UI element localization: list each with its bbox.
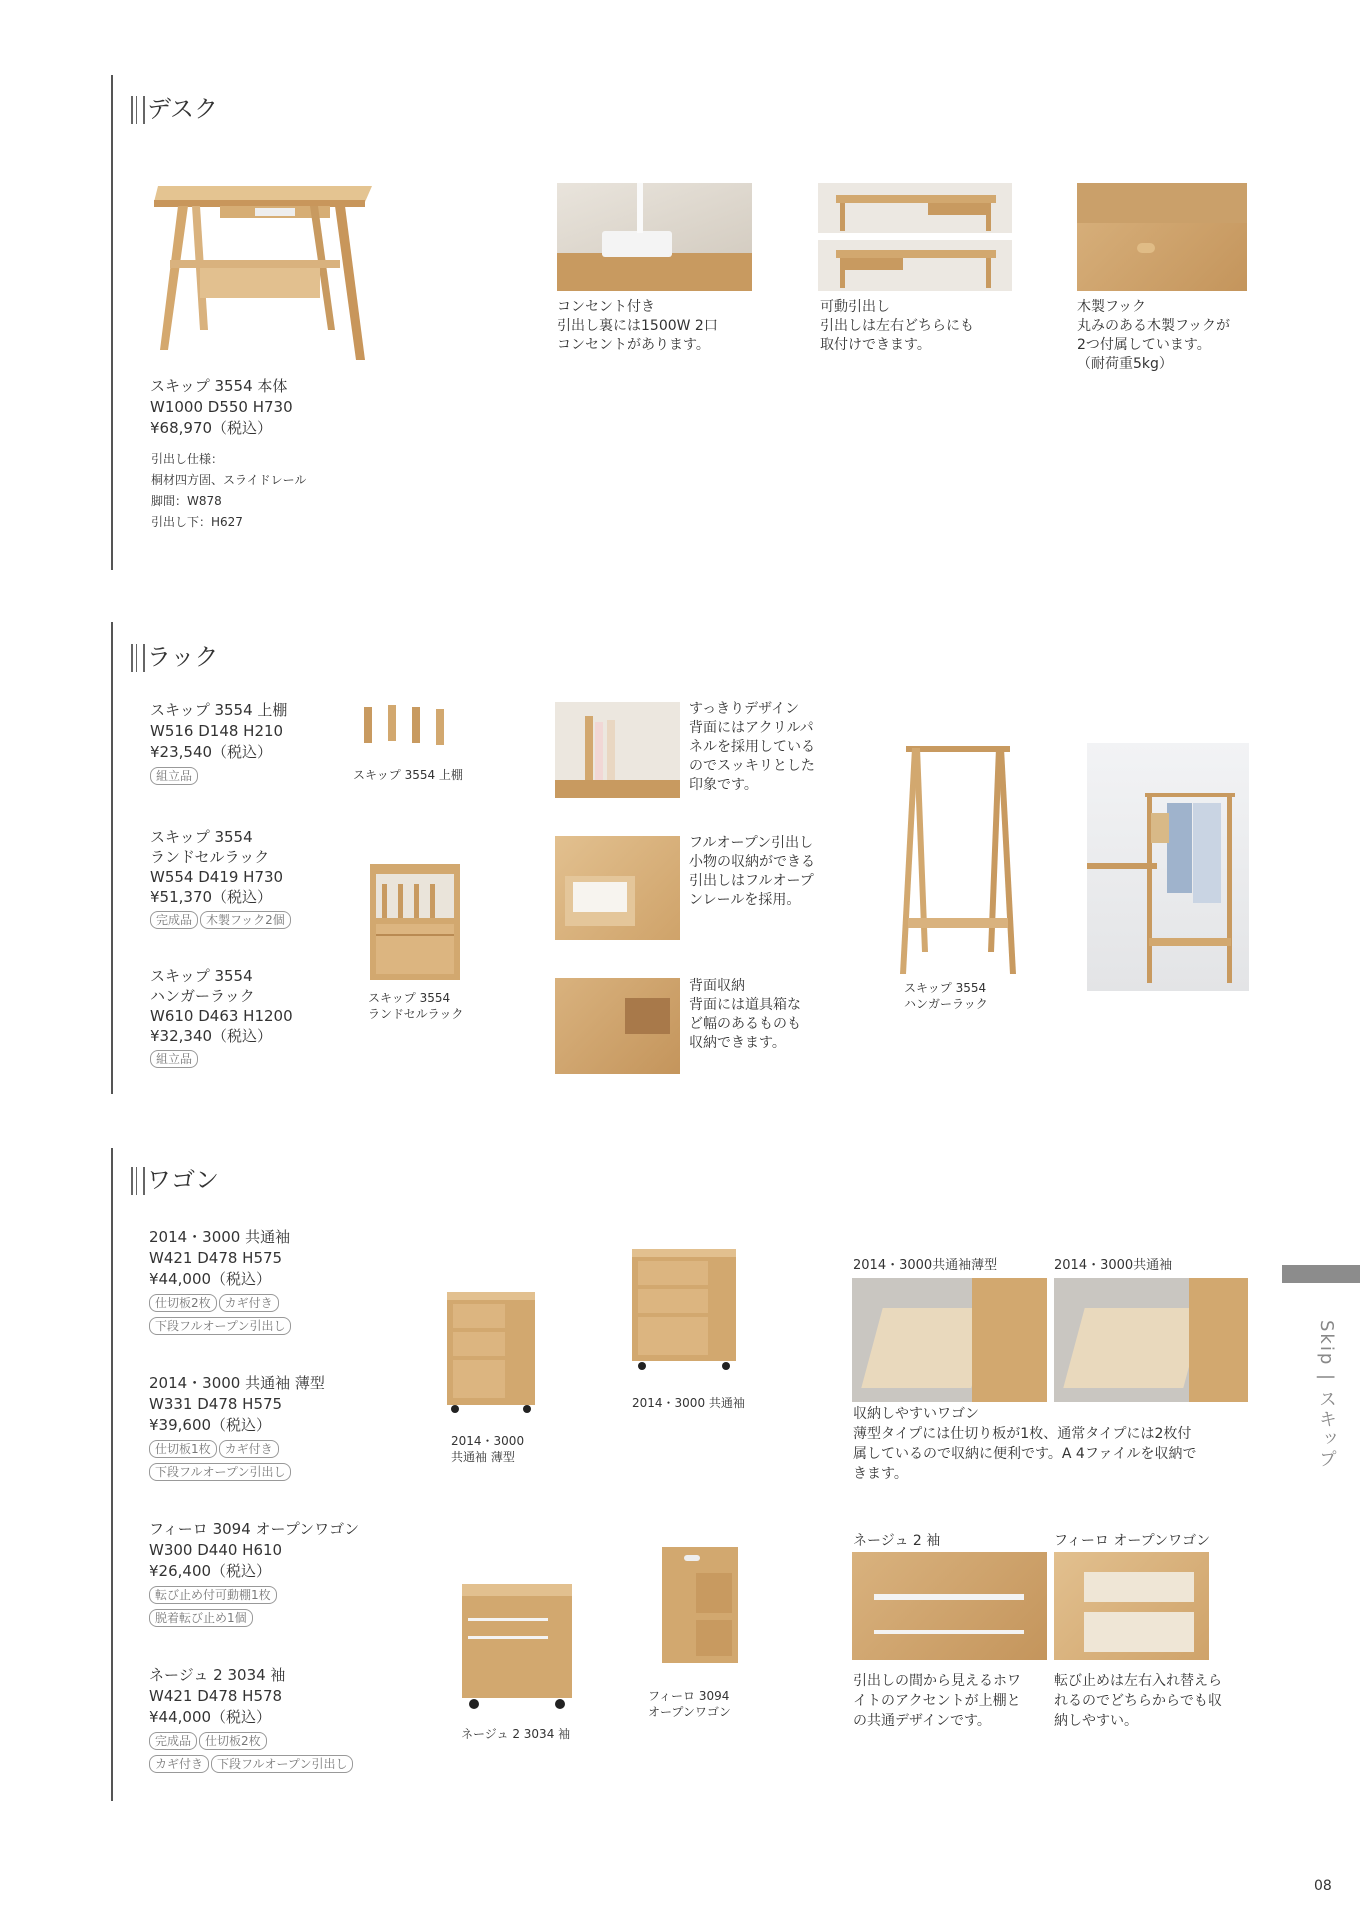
feature-slim-design: すっきりデザイン 背面にはアクリルパ ネルを採用している のでスッキリとした 印象です。 bbox=[689, 701, 815, 793]
desk-section-title: デスク bbox=[131, 94, 218, 124]
feature-outlet: コンセント付き 引出し裏には1500W 2口 コンセントがあります。 bbox=[557, 299, 718, 353]
thin-drawer-photo bbox=[852, 1278, 1047, 1402]
filo-detail-photo bbox=[1054, 1552, 1209, 1660]
side-label: Skip | スキップ bbox=[1316, 1320, 1337, 1470]
desk-image bbox=[150, 180, 380, 365]
rack-product-randoseru: スキップ 3554 ランドセルラック W554 D419 H730 ¥51,370（税込） 完成品 木製フック2個 bbox=[150, 827, 293, 930]
feature-movable-drawer: 可動引出し 引出しは左右どちらにも 取付けできます。 bbox=[820, 299, 974, 353]
hanger-rack-caption: スキップ 3554 ハンガーラック bbox=[904, 981, 988, 1011]
upper-shelf-caption: スキップ 3554 上棚 bbox=[353, 768, 463, 782]
wagon-product-filo: フィーロ 3094 オープンワゴン W300 D440 H610 ¥26,400（税込） 転び止め付可動棚1枚 脱着転び止め1個 bbox=[149, 1520, 360, 1625]
desk-notes: 引出し仕様： 桐材四方固、スライドレール 脚間：W878 引出し下：H627 bbox=[151, 452, 307, 529]
feature-full-open-drawer: フルオープン引出し 小物の収納ができる 引出しはフルオープ ンレールを採用。 bbox=[689, 835, 815, 908]
wagon-product-thin: 2014・3000 共通袖 薄型 W331 D478 H575 ¥39,600（税込） 仕切板1枚 カギ付き 下段フルオープン引出し bbox=[149, 1374, 325, 1479]
tag: 仕切板2枚 bbox=[149, 1294, 217, 1312]
tag: 脱着転び止め1個 bbox=[149, 1609, 253, 1627]
neige-wagon-image bbox=[460, 1582, 575, 1712]
tag: 仕切板2枚 bbox=[199, 1732, 267, 1750]
full-open-drawer-photo bbox=[555, 836, 680, 940]
desk-product-size: W1000 D550 H730 bbox=[150, 398, 293, 416]
tag: カギ付き bbox=[219, 1440, 279, 1458]
tag: 木製フック2個 bbox=[200, 911, 291, 929]
slim-design-photo bbox=[555, 702, 680, 798]
desk-product bbox=[150, 376, 293, 439]
tag: 下段フルオープン引出し bbox=[211, 1755, 353, 1773]
common-drawer-photo bbox=[1054, 1278, 1248, 1402]
page-number: 08 bbox=[1314, 1878, 1332, 1894]
filo-wagon-image bbox=[660, 1545, 742, 1665]
thin-wagon-caption: 2014・3000 共通袖 薄型 bbox=[451, 1434, 525, 1464]
rack-product-hanger: スキップ 3554 ハンガーラック W610 D463 H1200 ¥32,340（税込） 組立品 bbox=[150, 967, 293, 1066]
wagon-section-line bbox=[111, 1148, 113, 1801]
tag: カギ付き bbox=[219, 1294, 279, 1312]
rack-section-line bbox=[111, 622, 113, 1094]
desk-product-name: スキップ 3554 本体 bbox=[150, 377, 288, 395]
feature-wooden-hook: 木製フック 丸みのある木製フックが 2つ付属しています。 （耐荷重5kg） bbox=[1077, 299, 1231, 372]
wagon-product-common: 2014・3000 共通袖 W421 D478 H575 ¥44,000（税込） 仕切板2枚 カギ付き 下段フルオープン引出し bbox=[149, 1228, 291, 1333]
tag: 完成品 bbox=[149, 1732, 197, 1750]
tag: 転び止め付可動棚1枚 bbox=[149, 1586, 277, 1604]
common-wagon-image bbox=[630, 1247, 740, 1372]
label-common-drawer-photo: 2014・3000共通袖 bbox=[1054, 1258, 1173, 1273]
tag: 下段フルオープン引出し bbox=[149, 1463, 291, 1481]
back-storage-photo bbox=[555, 978, 680, 1074]
label-thin-drawer-photo: 2014・3000共通袖薄型 bbox=[853, 1258, 998, 1273]
tag: 下段フルオープン引出し bbox=[149, 1317, 291, 1335]
side-index-tab bbox=[1282, 1265, 1360, 1283]
drawer-photo-2 bbox=[818, 240, 1012, 291]
wagon-section-title: ワゴン bbox=[131, 1165, 219, 1195]
feature-storage: 収納しやすいワゴン 薄型タイプには仕切り板が1枚、通常タイプには2枚付 属しているので収納に便利です。A 4ファイルを収納で きます。 bbox=[853, 1406, 1197, 1482]
rack-section-title: ラック bbox=[131, 642, 219, 672]
feature-neige: 引出しの間から見えるホワ イトのアクセントが上棚と の共通デザインです。 bbox=[853, 1673, 1021, 1729]
hanger-room-photo bbox=[1087, 743, 1249, 991]
tag: 完成品 bbox=[150, 911, 198, 929]
tag: 仕切板1枚 bbox=[149, 1440, 217, 1458]
outlet-photo bbox=[557, 183, 752, 291]
tag: 組立品 bbox=[150, 767, 198, 785]
label-filo-photo: フィーロ オープンワゴン bbox=[1054, 1533, 1211, 1549]
hook-photo bbox=[1077, 183, 1247, 291]
neige-detail-photo bbox=[852, 1552, 1047, 1660]
filo-wagon-caption: フィーロ 3094 オープンワゴン bbox=[648, 1689, 731, 1719]
tag: カギ付き bbox=[149, 1755, 209, 1773]
upper-shelf-image bbox=[360, 703, 455, 748]
neige-wagon-caption: ネージュ 2 3034 袖 bbox=[461, 1727, 571, 1741]
randoseru-rack-caption: スキップ 3554 ランドセルラック bbox=[368, 991, 464, 1021]
hanger-rack-image bbox=[898, 742, 1018, 977]
randoseru-rack-image bbox=[368, 862, 463, 982]
tag: 組立品 bbox=[150, 1050, 198, 1068]
feature-filo: 転び止めは左右入れ替えら れるのでどちらからでも収 納しやすい。 bbox=[1054, 1673, 1222, 1729]
drawer-photo-1 bbox=[818, 183, 1012, 233]
label-neige-photo: ネージュ 2 袖 bbox=[853, 1533, 941, 1549]
feature-back-storage: 背面収納 背面には道具箱な ど幅のあるものも 収納できます。 bbox=[689, 978, 801, 1051]
rack-product-shelf: スキップ 3554 上棚 W516 D148 H210 ¥23,540（税込） 組立品 bbox=[150, 701, 288, 783]
desk-product-price: ¥68,970（税込） bbox=[150, 419, 273, 437]
common-wagon-caption: 2014・3000 共通袖 bbox=[632, 1396, 745, 1410]
thin-wagon-image bbox=[445, 1290, 540, 1415]
desk-section-line bbox=[111, 75, 113, 570]
wagon-product-neige: ネージュ 2 3034 袖 W421 D478 H578 ¥44,000（税込） 完成品 仕切板2枚 カギ付き 下段フルオープン引出し bbox=[149, 1665, 355, 1774]
